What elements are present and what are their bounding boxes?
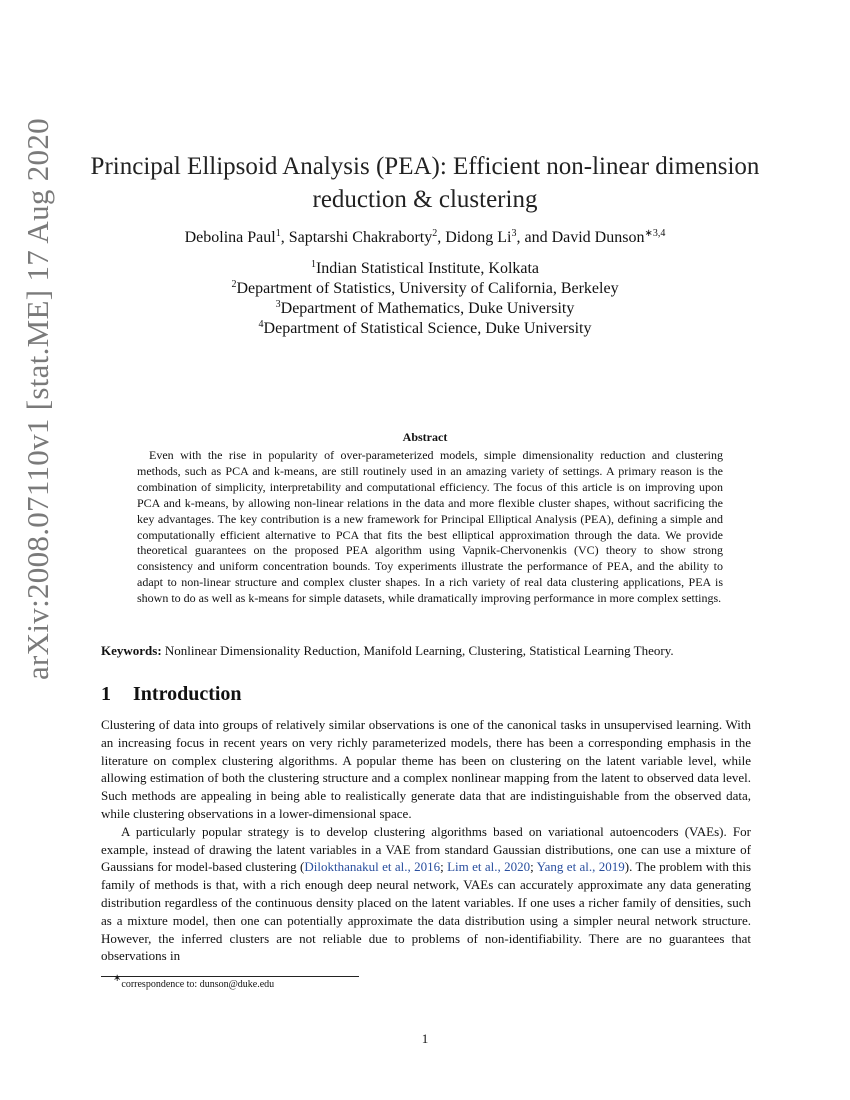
citation-separator: ;	[530, 859, 537, 875]
page-number: 1	[421, 1031, 429, 1046]
citation-link[interactable]: Yang et al., 2019	[536, 859, 625, 875]
title-line-2: reduction & clustering	[312, 186, 538, 213]
affiliation	[100, 319, 750, 339]
section-number: 1	[101, 683, 111, 705]
paper-title	[90, 150, 760, 216]
author-list	[100, 228, 750, 248]
footnote-text: correspondence to: dunson@duke.edu	[121, 979, 275, 990]
author-separator: ,	[280, 229, 289, 246]
citation-link[interactable]: Dilokthanakul et al., 2016	[304, 859, 441, 875]
affiliation-text: Department of Statistical Science, Duke University	[263, 320, 592, 337]
affiliation	[100, 259, 750, 279]
keywords-text: Nonlinear Dimensionality Reduction, Manifold Learning, Clustering, Statistical Learning Theory.	[164, 643, 674, 658]
paragraph	[101, 823, 751, 965]
affiliation-text: Department of Mathematics, Duke University	[280, 300, 575, 317]
abstract-text: Even with the rise in popularity of over-parameterized models, simple dimensionality reduction and clustering methods, such as PCA and k-means, are still routinely used in an amazing variety of settings. A primary reason is the combination of simplicity, interpretability and computational efficiency. The focus of this article is on improving upon PCA and k-means, by allowing non-linear relations in the data and more flexible cluster shapes, without sacrificing the key advantages. The key contribution is a new framework for Principal Elliptical Analysis (PEA), defining a simple and computationally efficient alternative to PCA that fits the best elliptical approximation through the data. We provide theoretical guarantees on the proposed PEA algorithm using Vapnik-Chervonenkis (VC) theory to show strong consistency and uniform concentration bounds. Toy experiments illustrate the performance of PEA, and the ability to adapt to non-linear structure and complex cluster shapes. In a rich variety of real data clustering applications, PEA is shown to do as well as k-means for simple datasets, while dramatically improving performance in more complex settings.	[137, 448, 723, 606]
affiliation-mark: 2	[231, 279, 237, 290]
section-title: Introduction	[133, 683, 242, 705]
citation-link[interactable]: Lim et al., 2020	[447, 859, 531, 875]
author-affiliation-mark: 3	[511, 228, 517, 239]
paragraph: Clustering of data into groups of relatively similar observations is one of the canonical tasks in unsupervised learning. With an increasing focus in recent years on very richly parameterized models, there has been a corresponding emphasis in the literature on complex clustering algorithms. A popular theme has been on clustering on the latent variable level, while allowing estimation of both the clustering structure and a complex nonlinear mapping from the latent to observed data level. Such methods are appealing in being able to realistically generate data that are indistinguishable from the observed data, while clustering observations in a lower-dimensional space.	[101, 717, 751, 821]
author-affiliation-mark: ∗3,4	[644, 228, 666, 239]
author-affiliation-mark: 2	[432, 228, 438, 239]
author-name: Saptarshi Chakraborty	[288, 229, 433, 246]
footnote-divider	[101, 976, 359, 977]
citation-separator: ;	[440, 859, 448, 875]
abstract-heading: Abstract	[402, 430, 448, 444]
author-name: Debolina Paul	[184, 229, 276, 246]
footnote	[113, 973, 275, 991]
arxiv-identifier-stamp: arXiv:2008.07110v1 [stat.ME] 17 Aug 2020	[20, 118, 55, 680]
author-separator: ,	[437, 229, 446, 246]
keywords-line	[101, 643, 761, 659]
title-line-1: Principal Ellipsoid Analysis (PEA): Efficient non-linear dimension	[90, 153, 760, 180]
section-heading-introduction	[101, 682, 242, 706]
keywords-label: Keywords:	[101, 643, 162, 658]
affiliation-text: Indian Statistical Institute, Kolkata	[315, 260, 540, 277]
paragraph-text: A particularly popular strategy is to develop clustering algorithms based on variational autoencoders (VAEs). For example, instead of drawing the latent variables in a VAE from standard Gaussian distributions, one can use a mixture of Gaussians for model-based clustering (	[101, 823, 751, 875]
introduction-body	[101, 716, 751, 965]
paragraph-text: ). The problem with this family of methods is that, with a rich enough deep neural network, VAEs can accurately approximate any data generating distribution regardless of the continuous density placed on the latent variables. If one uses a richer family of densities, such as a mixture model, then one can potentially approximate the data distribution using a simpler neural network structure. However, the inferred clusters are not reliable due to problems of non-identifiability. There are no guarantees that observations in	[101, 859, 752, 964]
footnote-mark: ∗	[113, 973, 122, 984]
affiliation-mark: 1	[310, 259, 316, 270]
affiliation-mark: 3	[275, 299, 281, 310]
author-separator: , and	[516, 229, 552, 246]
affiliation-list	[100, 259, 750, 339]
affiliation	[100, 299, 750, 319]
author-affiliation-mark: 1	[275, 228, 281, 239]
affiliation-text: Department of Statistics, University of California, Berkeley	[236, 280, 619, 297]
affiliation-mark: 4	[258, 319, 264, 330]
author-name: David Dunson	[551, 229, 645, 246]
affiliation	[100, 279, 750, 299]
author-name: Didong Li	[445, 229, 512, 246]
